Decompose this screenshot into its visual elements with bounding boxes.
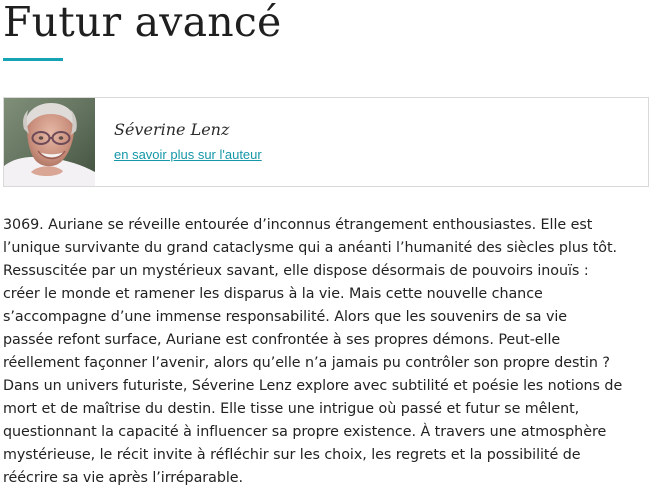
book-description [3,214,653,490]
author-card [3,97,649,187]
author-profile-link[interactable]: en savoir plus sur l'auteur [114,147,262,162]
description-line: Ressuscitée par un mystérieux savant, elle dispose désormais de pouvoirs inouïs : [3,263,589,279]
page-title: Futur avancé [3,0,282,46]
description-line: réellement façonner l’avenir, alors qu’elle n’a jamais pu contrôler son propre destin ? [3,355,610,371]
author-name: Séverine Lenz [114,120,230,139]
description-line: questionnant la capacité à influencer sa propre existence. À travers une atmosphère [3,424,607,440]
author-avatar [4,98,95,186]
description-line: Dans un univers futuriste, Séverine Lenz explore avec subtilité et poésie les notions de [3,378,623,394]
title-accent-divider [3,58,63,61]
description-line: mystérieuse, le récit invite à réfléchir sur les choix, les regrets et la possibilité de [3,447,581,463]
description-line: l’unique survivante du grand cataclysme qui a anéanti l’humanité des siècles plus tôt. [3,240,618,256]
description-line: s’accompagne d’une immense responsabilité. Alors que les souvenirs de sa vie [3,309,568,325]
description-line: mort et de maîtrise du destin. Elle tisse une intrigue où passé et futur se mêlent, [3,401,580,417]
description-line: passée refont surface, Auriane est confrontée à ses propres démons. Peut-elle [3,332,561,348]
description-line: 3069. Auriane se réveille entourée d’inconnus étrangement enthousiastes. Elle est [3,217,593,233]
description-line: créer le monde et ramener les disparus à la vie. Mais cette nouvelle chance [3,286,543,302]
description-line: réécrire sa vie après l’irréparable. [3,470,244,486]
author-photo-icon [4,98,95,186]
